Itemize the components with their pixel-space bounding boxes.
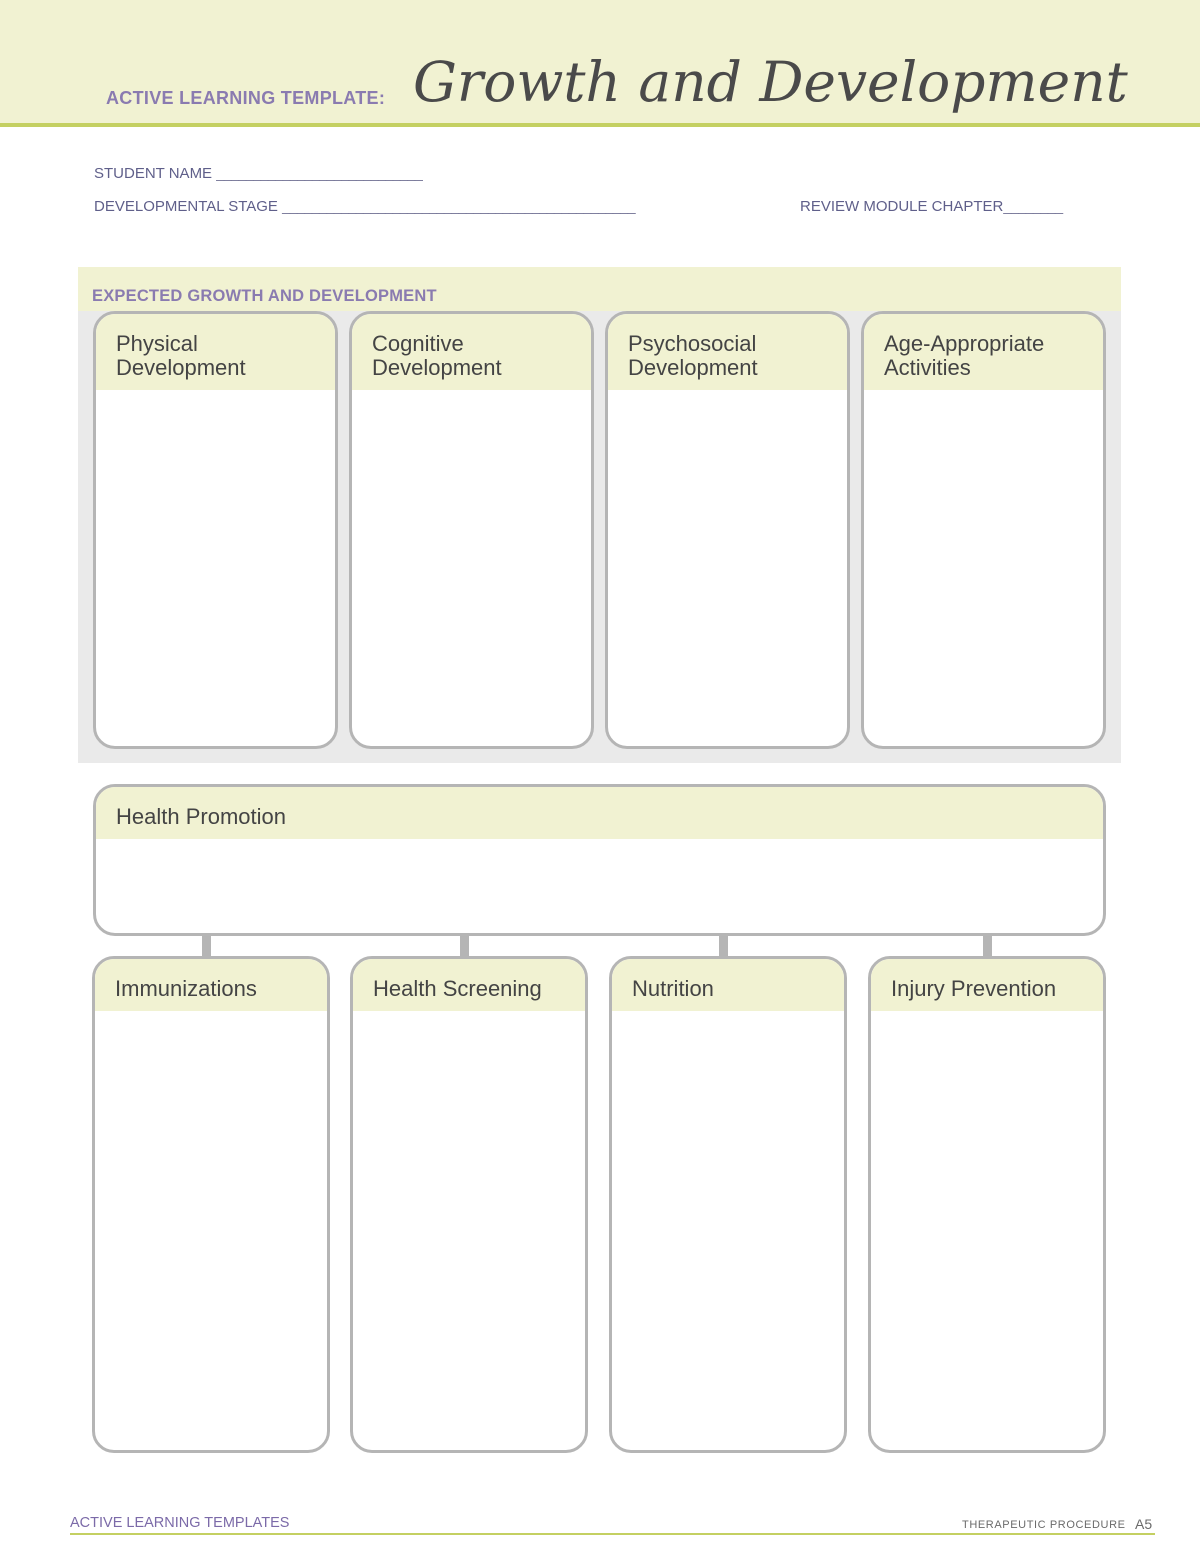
box-label: Psychosocial Development	[628, 331, 758, 380]
review-module-chapter-blank[interactable]: ________	[1003, 198, 1063, 215]
box-label: Health Promotion	[116, 804, 286, 829]
developmental-stage-field[interactable]	[94, 198, 635, 215]
review-module-chapter-label: REVIEW MODULE CHAPTER	[800, 198, 1004, 215]
box-label: Health Screening	[373, 976, 542, 1001]
student-name-label: STUDENT NAME	[94, 165, 213, 182]
student-name-blank[interactable]: ____________________________	[216, 165, 422, 182]
student-name-field[interactable]	[94, 165, 422, 182]
page-number: A5	[1135, 1516, 1153, 1532]
expected-growth-title: EXPECTED GROWTH AND DEVELOPMENT	[92, 287, 437, 305]
psychosocial-development-box[interactable]	[605, 311, 850, 749]
box-label: Immunizations	[115, 976, 257, 1001]
template-prefix: ACTIVE LEARNING TEMPLATE:	[106, 88, 386, 108]
immunizations-box[interactable]	[92, 956, 330, 1453]
connector	[983, 934, 992, 956]
box-label: Age-Appropriate Activities	[884, 331, 1045, 380]
health-screening-box[interactable]	[350, 956, 588, 1453]
box-label: Nutrition	[632, 976, 714, 1001]
page-title: Growth and Development	[413, 50, 1128, 114]
box-label: Cognitive Development	[372, 331, 502, 380]
footer-right-text: THERAPEUTIC PROCEDURE	[962, 1519, 1126, 1531]
connector	[202, 934, 211, 956]
review-module-chapter-field[interactable]	[800, 198, 1062, 215]
age-appropriate-activities-box[interactable]	[861, 311, 1106, 749]
cognitive-development-box[interactable]	[349, 311, 594, 749]
box-label: Physical Development	[116, 331, 246, 380]
injury-prevention-box[interactable]	[868, 956, 1106, 1453]
health-promotion-box[interactable]	[93, 784, 1106, 936]
footer-rule	[70, 1533, 1155, 1535]
physical-development-box[interactable]	[93, 311, 338, 749]
box-label: Injury Prevention	[891, 976, 1057, 1001]
footer-left-text: ACTIVE LEARNING TEMPLATES	[70, 1515, 290, 1531]
nutrition-box[interactable]	[609, 956, 847, 1453]
developmental-stage-blank[interactable]: ________________________________________________	[282, 198, 635, 215]
connector	[719, 934, 728, 956]
developmental-stage-label: DEVELOPMENTAL STAGE	[94, 198, 278, 215]
header-rule	[0, 123, 1200, 127]
connector	[460, 934, 469, 956]
